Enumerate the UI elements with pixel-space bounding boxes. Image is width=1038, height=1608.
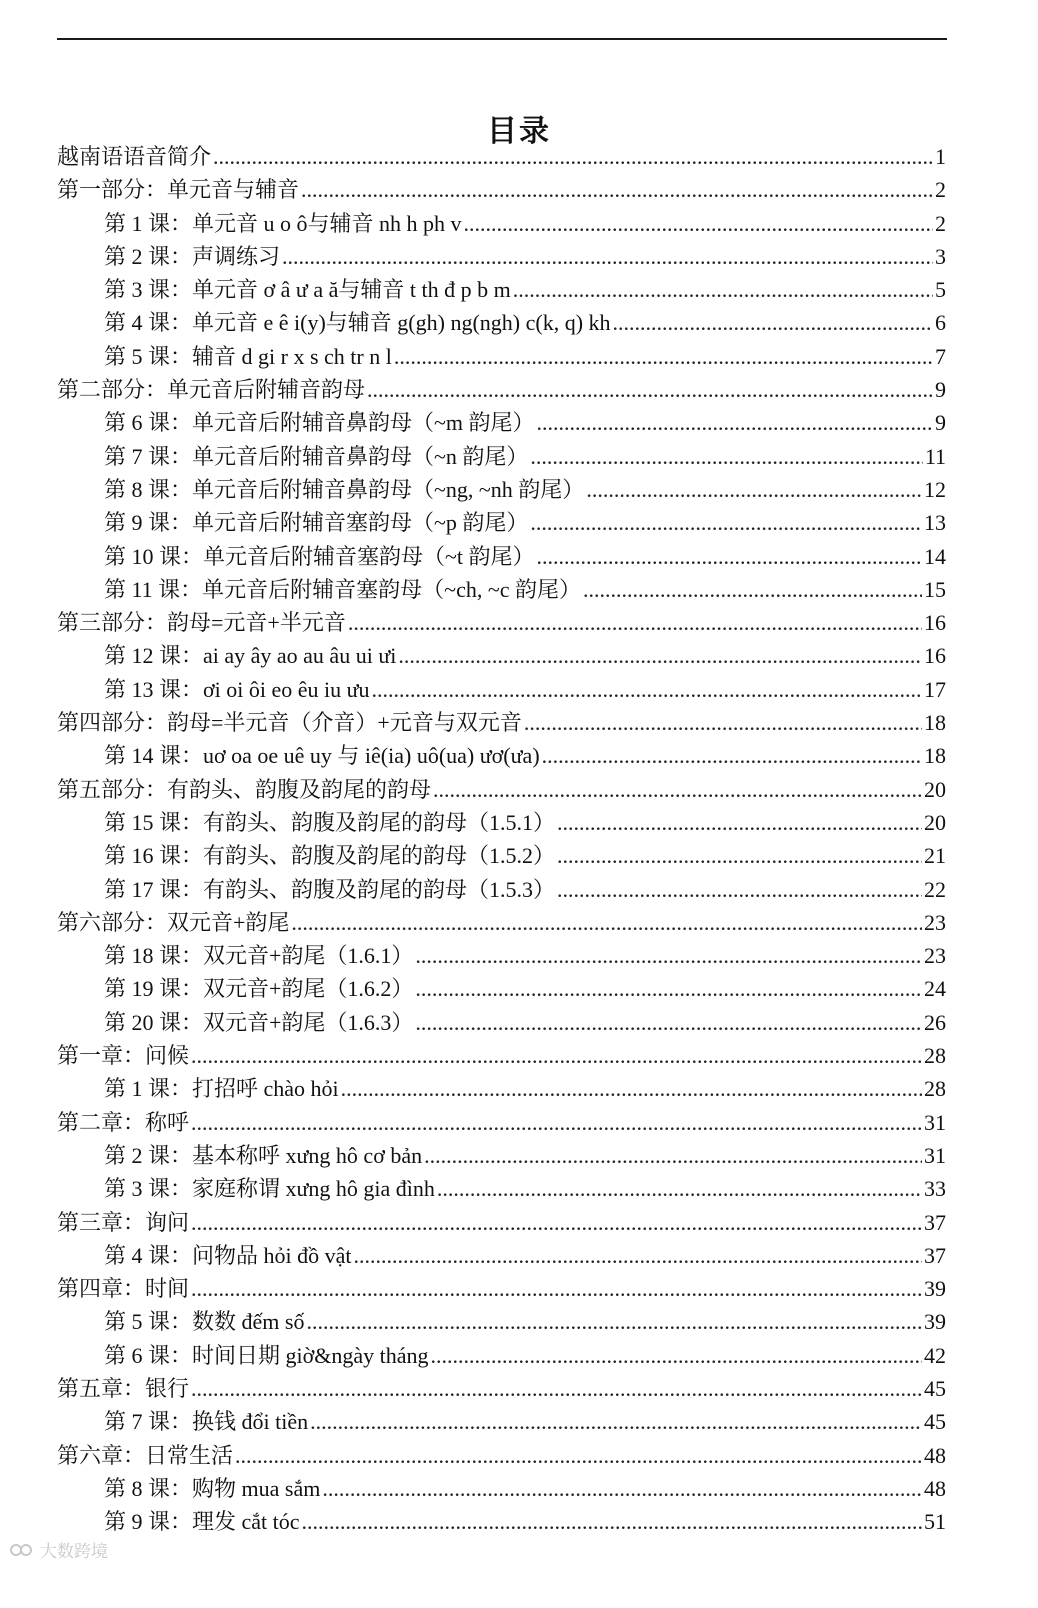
toc-entry[interactable] [57,573,946,606]
dot-leader [310,1405,922,1438]
toc-entry-page-number: 33 [924,1176,946,1202]
toc-entry-page-number: 39 [924,1276,946,1302]
toc-entry-label: 第 20 课：双元音+韵尾（1.6.3） [104,1009,414,1035]
toc-entry[interactable] [57,1372,946,1405]
dot-leader [415,972,922,1005]
page-title: 目录 [487,114,551,150]
dot-leader [437,1172,922,1205]
toc-entry-label: 第 18 课：双元音+韵尾（1.6.1） [104,943,414,969]
dot-leader [394,340,933,373]
toc-entry[interactable] [57,673,946,706]
dot-leader [341,1072,922,1105]
toc-entry-page-number: 45 [924,1409,946,1435]
toc-entry-label: 第 8 课：单元音后附辅音鼻韵母（~ng, ~nh 韵尾） [104,476,585,502]
toc-entry-page-number: 31 [924,1109,946,1135]
dot-leader [537,406,933,439]
toc-entry-label: 第 6 课：单元音后附辅音鼻韵母（~m 韵尾） [104,410,535,436]
dot-leader [557,806,922,839]
toc-entry-page-number: 18 [924,743,946,769]
toc-entry[interactable] [57,540,946,573]
toc-entry[interactable] [57,606,946,639]
toc-entry-page-number: 45 [924,1375,946,1401]
dot-leader [306,1305,922,1338]
toc-entry[interactable] [57,1305,946,1338]
toc-entry-label: 第 5 课：辅音 d gi r x s ch tr n l [104,343,392,369]
toc-entry-page-number: 23 [924,909,946,935]
toc-entry-label: 第四章：时间 [57,1276,190,1302]
toc-entry-page-number: 48 [924,1475,946,1501]
dot-leader [542,739,922,772]
toc-entry[interactable] [57,306,946,339]
toc-entry[interactable] [57,240,946,273]
toc-entry-label: 第 4 课：单元音 e ê i(y)与辅音 g(gh) ng(ngh) c(k, q) kh [104,310,611,336]
header-rule [57,38,947,40]
toc-entry[interactable] [57,839,946,872]
toc-entry[interactable] [57,1339,946,1372]
toc-entry[interactable] [57,739,946,772]
toc-entry-label: 第 9 课：理发 cắt tóc [104,1509,300,1535]
dot-leader [464,207,933,240]
dot-leader [613,306,933,339]
toc-entry-page-number: 37 [924,1242,946,1268]
toc-entry-page-number: 9 [935,410,946,436]
toc-entry-label: 第 16 课：有韵头、韵腹及韵尾的韵母（1.5.2） [104,843,556,869]
dot-leader [530,506,922,539]
toc-entry[interactable] [57,1439,946,1472]
toc-entry-page-number: 9 [935,377,946,403]
toc-entry-page-number: 1 [935,144,946,169]
toc-entry-label: 第 5 课：数数 đếm số [104,1309,305,1335]
toc-entry-label: 第 3 课：家庭称谓 xưng hô gia đình [104,1176,435,1202]
toc-entry-page-number: 14 [924,543,946,569]
toc-entry-page-number: 12 [924,476,946,502]
dot-leader [191,1372,922,1405]
toc-entry-label: 第六章：日常生活 [57,1442,234,1468]
dot-leader [235,1439,922,1472]
toc-entry-page-number: 26 [924,1009,946,1035]
watermark-text: 大数跨境 [40,1542,108,1562]
dot-leader [537,540,922,573]
toc-entry-label: 第 11 课：单元音后附辅音塞韵母（~ch, ~c 韵尾） [104,576,582,602]
toc-entry-label: 第 4 课：问物品 hỏi đồ vật [104,1242,352,1268]
toc-entry-label: 第 15 课：有韵头、韵腹及韵尾的韵母（1.5.1） [104,809,556,835]
dot-leader [348,606,922,639]
toc-entry-page-number: 42 [924,1342,946,1368]
toc-entry[interactable] [57,873,946,906]
toc-entry-label: 第 19 课：双元音+韵尾（1.6.2） [104,976,414,1002]
toc-entry-page-number: 7 [935,343,946,369]
dot-leader [367,373,933,406]
toc-entry[interactable] [57,506,946,539]
toc-entry[interactable] [57,1139,946,1172]
toc-entry-page-number: 18 [924,710,946,736]
dot-leader [431,1339,922,1372]
toc-entry[interactable] [57,939,946,972]
toc-entry-label: 第三部分：韵母=元音+半元音 [57,610,346,636]
toc-entry[interactable] [57,773,946,806]
toc-entry-label: 第 10 课：单元音后附辅音塞韵母（~t 韵尾） [104,543,535,569]
dot-leader [513,273,933,306]
toc-entry[interactable] [57,406,946,439]
dot-leader [586,473,922,506]
toc-entry[interactable] [57,1239,946,1272]
dot-leader [191,1206,922,1239]
toc-entry-label: 越南语语音简介 [57,144,212,169]
toc-entry[interactable] [57,806,946,839]
dot-leader [322,1472,922,1505]
toc-entry-label: 第一部分：单元音与辅音 [57,177,300,203]
toc-entry-page-number: 3 [935,243,946,269]
toc-entry-label: 第五部分：有韵头、韵腹及韵尾的韵母 [57,776,432,802]
dot-leader [191,1106,922,1139]
toc-entry-label: 第 2 课：基本称呼 xưng hô cơ bản [104,1142,423,1168]
toc-entry-page-number: 48 [924,1442,946,1468]
toc-entry[interactable] [57,1505,946,1538]
toc-entry[interactable] [57,906,946,939]
toc-entry-label: 第 3 课：单元音 ơ â ư a ă与辅音 t th đ p b m [104,277,511,303]
dot-leader [415,1006,922,1039]
dot-leader [291,906,922,939]
dot-leader [213,140,933,173]
dot-leader [301,173,933,206]
toc-entry-page-number: 23 [924,943,946,969]
toc-entry[interactable] [57,1006,946,1039]
toc-entry-page-number: 20 [924,776,946,802]
toc-entry[interactable] [57,273,946,306]
toc-entry-page-number: 39 [924,1309,946,1335]
toc-entry-label: 第 7 课：换钱 đổi tiền [104,1409,309,1435]
toc-entry-page-number: 16 [924,610,946,636]
dot-leader [530,440,922,473]
dot-leader [583,573,922,606]
dot-leader [415,939,922,972]
toc-entry[interactable] [57,1172,946,1205]
toc-entry-page-number: 6 [935,310,946,336]
toc-entry[interactable] [57,1039,946,1072]
toc-entry-label: 第二部分：单元音后附辅音韵母 [57,377,366,403]
toc-entry[interactable] [57,1272,946,1305]
toc-entry-label: 第 1 课：打招呼 chào hỏi [104,1076,339,1102]
toc-entry-page-number: 15 [924,576,946,602]
toc-entry-label: 第 9 课：单元音后附辅音塞韵母（~p 韵尾） [104,510,529,536]
toc-entry[interactable] [57,473,946,506]
toc-entry-label: 第五章：银行 [57,1375,190,1401]
toc-entry-label: 第 13 课：ơi oi ôi eo êu iu ưu [104,676,370,702]
watermark-logo-icon [10,1541,36,1559]
toc-entry[interactable] [57,440,946,473]
toc-entry-page-number: 24 [924,976,946,1002]
toc-entry-page-number: 13 [924,510,946,536]
dot-leader [372,673,922,706]
toc-entry[interactable] [57,1206,946,1239]
toc-entry-label: 第 17 课：有韵头、韵腹及韵尾的韵母（1.5.3） [104,876,556,902]
toc-entry-page-number: 2 [935,210,946,236]
toc-entry[interactable] [57,1106,946,1139]
toc-entry-page-number: 20 [924,809,946,835]
toc-entry[interactable] [57,1472,946,1505]
toc-entry-page-number: 16 [924,643,946,669]
dot-leader [354,1239,923,1272]
toc-entry-page-number: 28 [924,1076,946,1102]
toc-entry-page-number: 17 [924,676,946,702]
toc-entry[interactable] [57,1072,946,1105]
toc-entry[interactable] [57,207,946,240]
toc-entry-page-number: 21 [924,843,946,869]
toc-entry[interactable] [57,972,946,1005]
toc-entry[interactable] [57,639,946,672]
toc-entry[interactable] [57,706,946,739]
dot-leader [191,1272,922,1305]
toc-entry-page-number: 2 [935,177,946,203]
toc-entry-page-number: 28 [924,1043,946,1069]
toc-entry[interactable] [57,173,946,206]
toc-entry-page-number: 31 [924,1142,946,1168]
toc-entry-label: 第二章：称呼 [57,1109,190,1135]
toc-entry-label: 第 7 课：单元音后附辅音鼻韵母（~n 韵尾） [104,443,529,469]
dot-leader [398,639,922,672]
toc-entry-label: 第三章：询问 [57,1209,190,1235]
toc-entry-page-number: 51 [924,1509,946,1535]
toc-entry-page-number: 5 [935,277,946,303]
dot-leader [191,1039,922,1072]
toc-entry-label: 第 14 课：uơ oa oe uê uy 与 iê(ia) uô(ua) ươ(ưa) [104,743,540,769]
toc-entry-label: 第 12 课：ai ay ây ao au âu ui ưi [104,643,397,669]
watermark [10,1537,108,1562]
table-of-contents [57,140,946,1538]
toc-entry[interactable] [57,140,946,173]
toc-entry-label: 第四部分：韵母=半元音（介音）+元音与双元音 [57,710,522,736]
toc-entry[interactable] [57,373,946,406]
toc-entry-label: 第六部分：双元音+韵尾 [57,909,290,935]
toc-entry-page-number: 22 [924,876,946,902]
dot-leader [424,1139,922,1172]
toc-entry-page-number: 37 [924,1209,946,1235]
dot-leader [524,706,922,739]
toc-entry[interactable] [57,340,946,373]
toc-entry-label: 第 8 课：购物 mua sắm [104,1475,321,1501]
dot-leader [557,839,922,872]
toc-entry[interactable] [57,1405,946,1438]
dot-leader [557,873,922,906]
dot-leader [302,1505,922,1538]
dot-leader [433,773,922,806]
toc-entry-label: 第 6 课：时间日期 giờ&ngày tháng [104,1342,429,1368]
dot-leader [282,240,933,273]
toc-entry-label: 第 2 课：声调练习 [104,243,281,269]
toc-entry-label: 第一章：问候 [57,1043,190,1069]
toc-entry-label: 第 1 课：单元音 u o ô与辅音 nh h ph v [104,210,462,236]
toc-entry-page-number: 11 [924,443,946,469]
